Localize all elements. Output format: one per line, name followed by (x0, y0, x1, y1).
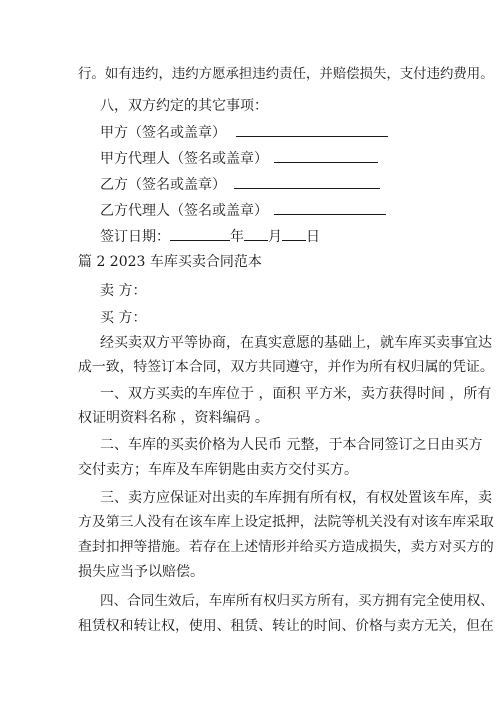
month-blank (244, 227, 268, 241)
party-a-agent-signature-blank (274, 149, 378, 163)
section-heading: 八，双方约定的其它事项： (100, 98, 268, 114)
text-line: 查封扣押等措施。若存在上述情形并给买方造成损失，卖方对买方的 (78, 539, 494, 555)
party-a-signature-blank (236, 123, 388, 137)
text-line: 权证明资料名称 ，资料编码 。 (78, 410, 269, 426)
text-line: 四、合同生效后，车库所有权归买方所有，买方拥有完全使用权、 (100, 593, 494, 609)
month-label: 月 (268, 229, 282, 245)
text-line: 二、车库的买卖价格为人民币 元整，于本合同签订之日由买方 (100, 437, 483, 453)
party-b-agent-signature-label: 乙方代理人（签名或盖章） (100, 203, 268, 219)
party-b-signature-row (100, 175, 380, 194)
party-b-agent-signature-blank (274, 201, 386, 215)
seller-line: 卖 方： (100, 283, 147, 299)
year-label: 年 (230, 229, 244, 245)
party-a-signature-row (100, 123, 388, 142)
text-line: 一、双方买卖的车库位于 ，面积 平方米，卖方获得时间 ，所有 (100, 386, 492, 402)
article-title: 篇 2 2023 车库买卖合同范本 (78, 254, 262, 270)
text-line: 行。如有违约，违约方愿承担违约责任，并赔偿损失，支付违约费用。 (78, 67, 494, 82)
party-b-signature-blank (234, 175, 380, 189)
signing-date-row (100, 227, 320, 246)
party-a-agent-signature-row (100, 149, 378, 168)
text-line: 成一致，特签订本合同，双方共同遵守，并作为所有权归属的凭证。 (78, 359, 494, 375)
year-blank (170, 227, 230, 241)
day-label: 日 (306, 229, 320, 245)
text-line: 损失应当予以赔偿。 (78, 564, 204, 580)
party-b-agent-signature-row (100, 201, 386, 220)
party-b-signature-label: 乙方（签名或盖章） (100, 177, 226, 193)
day-blank (282, 227, 306, 241)
text-line: 租赁权和转让权，使用、租赁、转让的时间、价格与卖方无关，但在 (78, 618, 494, 634)
text-line: 交付卖方；车库及车库钥匙由卖方交付买方。 (78, 462, 358, 478)
text-line: 方及第三人没有在该车库上设定抵押，法院等机关没有对该车库采取 (78, 514, 494, 530)
signing-date-label: 签订日期： (100, 229, 170, 245)
buyer-line: 买 方： (100, 310, 147, 326)
text-line: 三、卖方应保证对出卖的车库拥有所有权，有权处置该车库，卖 (100, 490, 492, 506)
party-a-signature-label: 甲方（签名或盖章） (100, 125, 226, 141)
text-line: 经买卖双方平等协商，在真实意愿的基础上，就车库买卖事宜达 (100, 335, 492, 351)
party-a-agent-signature-label: 甲方代理人（签名或盖章） (100, 151, 268, 167)
